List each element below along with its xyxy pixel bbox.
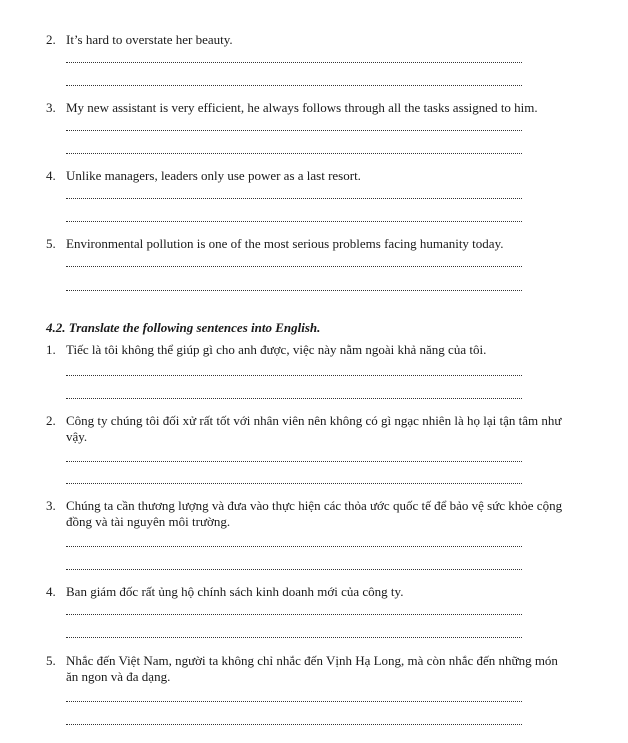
answer-line[interactable]: [66, 701, 522, 702]
answer-line[interactable]: [66, 546, 522, 547]
item-sentence: My new assistant is very efficient, he always follows through all the tasks assigned to him.: [66, 100, 538, 115]
item-sentence: Chúng ta cần thương lượng và đưa vào thực hiện các thỏa ước quốc tế để bảo vệ sức khỏe cộng đồng và tài nguyên môi trường.: [66, 498, 563, 529]
answer-line[interactable]: [66, 62, 522, 63]
answer-line[interactable]: [66, 461, 522, 462]
answer-line[interactable]: [66, 569, 522, 570]
answer-line[interactable]: [66, 266, 522, 267]
answer-line[interactable]: [66, 153, 522, 154]
answer-line[interactable]: [66, 221, 522, 222]
item-sentence: Environmental pollution is one of the most serious problems facing humanity today.: [66, 236, 504, 251]
answer-line[interactable]: [66, 483, 522, 484]
answer-line[interactable]: [66, 290, 522, 291]
answer-line[interactable]: [66, 198, 522, 199]
answer-line[interactable]: [66, 614, 522, 615]
item-number: 3.: [46, 100, 56, 115]
item-sentence: Công ty chúng tôi đối xử rất tốt với nhân viên nên không có gì ngạc nhiên là họ lại tận tâm như vậy.: [66, 413, 562, 444]
answer-line[interactable]: [66, 375, 522, 376]
item-number: 5.: [46, 653, 56, 668]
item-number: 5.: [46, 236, 56, 251]
item-sentence: Unlike managers, leaders only use power as a last resort.: [66, 168, 361, 183]
section-heading: 4.2. Translate the following sentences into English.: [46, 320, 321, 335]
item-sentence: Ban giám đốc rất ủng hộ chính sách kinh doanh mới của công ty.: [66, 584, 404, 599]
item-sentence: Nhắc đến Việt Nam, người ta không chỉ nhắc đến Vịnh Hạ Long, mà còn nhắc đến những món ăn ngon và đa dạng.: [66, 653, 558, 684]
item-number: 1.: [46, 342, 56, 357]
item-number: 2.: [46, 413, 56, 428]
item-number: 4.: [46, 584, 56, 599]
answer-line[interactable]: [66, 85, 522, 86]
item-sentence: Tiếc là tôi không thể giúp gì cho anh được, việc này nằm ngoài khả năng của tôi.: [66, 342, 487, 357]
item-sentence: It’s hard to overstate her beauty.: [66, 32, 233, 47]
item-number: 4.: [46, 168, 56, 183]
answer-line[interactable]: [66, 130, 522, 131]
item-number: 3.: [46, 498, 56, 513]
item-number: 2.: [46, 32, 56, 47]
answer-line[interactable]: [66, 724, 522, 725]
answer-line[interactable]: [66, 398, 522, 399]
answer-line[interactable]: [66, 637, 522, 638]
